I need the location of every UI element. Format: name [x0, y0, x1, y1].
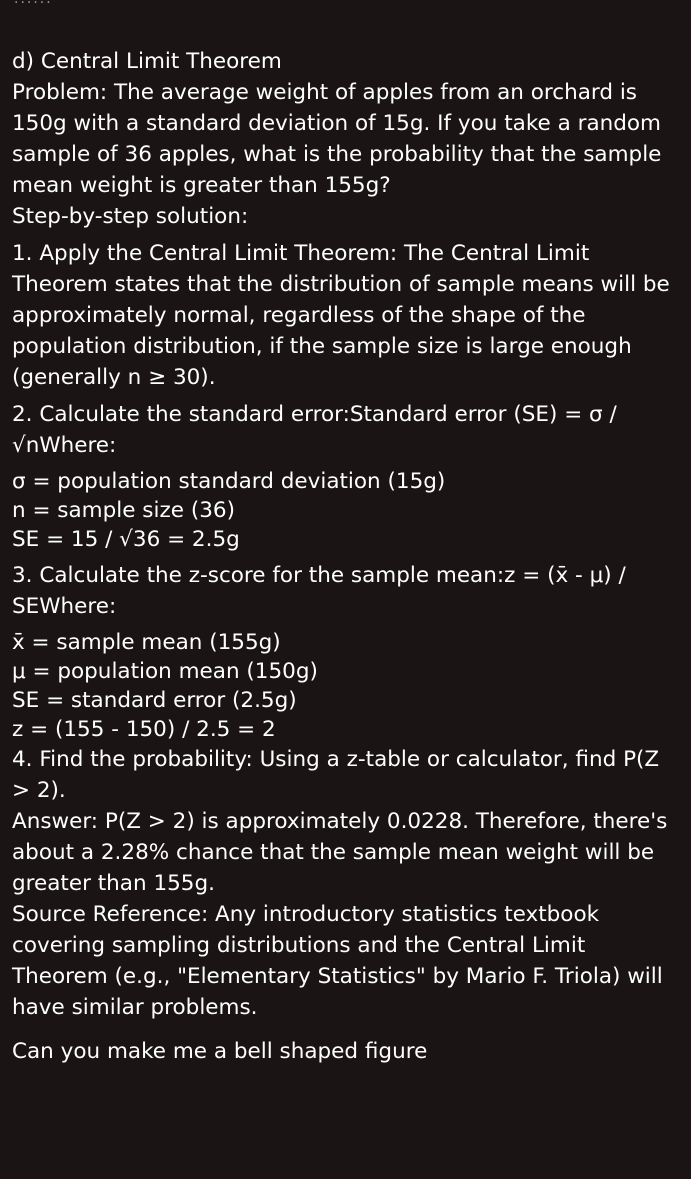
- step-2-sigma-definition: σ = population standard deviation (15g): [12, 469, 446, 494]
- step-4-text: 4. Find the probability: Using a z-table or calculator, find P(Z > 2).: [12, 747, 660, 803]
- answer-text: Answer: P(Z > 2) is approximately 0.0228. Therefore, there's about a 2.28% chance that the sample mean weight will be greater than 155g.: [12, 809, 668, 896]
- step-2-se-result: SE = 15 / √36 = 2.5g: [12, 527, 240, 552]
- user-prompt-text: Can you make me a bell shaped figure: [12, 1039, 428, 1064]
- source-reference: Source Reference: Any introductory statistics textbook covering sampling distributions and the Central Limit Theorem (e.g., "Elementary Statistics" by Mario F. Triola) will have similar problems.: [12, 902, 663, 1020]
- solution-label: Step-by-step solution:: [12, 204, 249, 229]
- step-2-n-definition: n = sample size (36): [12, 498, 235, 523]
- step-2-text: 2. Calculate the standard error:Standard error (SE) = σ / √nWhere:: [12, 402, 617, 458]
- step-1-text: 1. Apply the Central Limit Theorem: The Central Limit Theorem states that the distribution of sample means will be approximately normal, regardless of the shape of the population distribution, if the sample size is large enough (generally n ≥ 30).: [12, 241, 670, 390]
- step-3-text: 3. Calculate the z-score for the sample mean:z = (x̄ - μ) / SEWhere:: [12, 563, 626, 619]
- step-3-se-definition: SE = standard error (2.5g): [12, 688, 297, 713]
- message-body: [12, 46, 682, 1023]
- step-3-mu-definition: μ = population mean (150g): [12, 659, 318, 684]
- section-heading: d) Central Limit Theorem: [12, 49, 282, 74]
- problem-statement: Problem: The average weight of apples from an orchard is 150g with a standard deviation of 15g. If you take a random sample of 36 apples, what is the probability that the sample mean weight is greater than 155g?: [12, 80, 662, 198]
- step-3-xbar-definition: x̄ = sample mean (155g): [12, 630, 281, 655]
- cut-off-text-fragment: [14, 0, 53, 7]
- step-3-z-result: z = (155 - 150) / 2.5 = 2: [12, 717, 276, 742]
